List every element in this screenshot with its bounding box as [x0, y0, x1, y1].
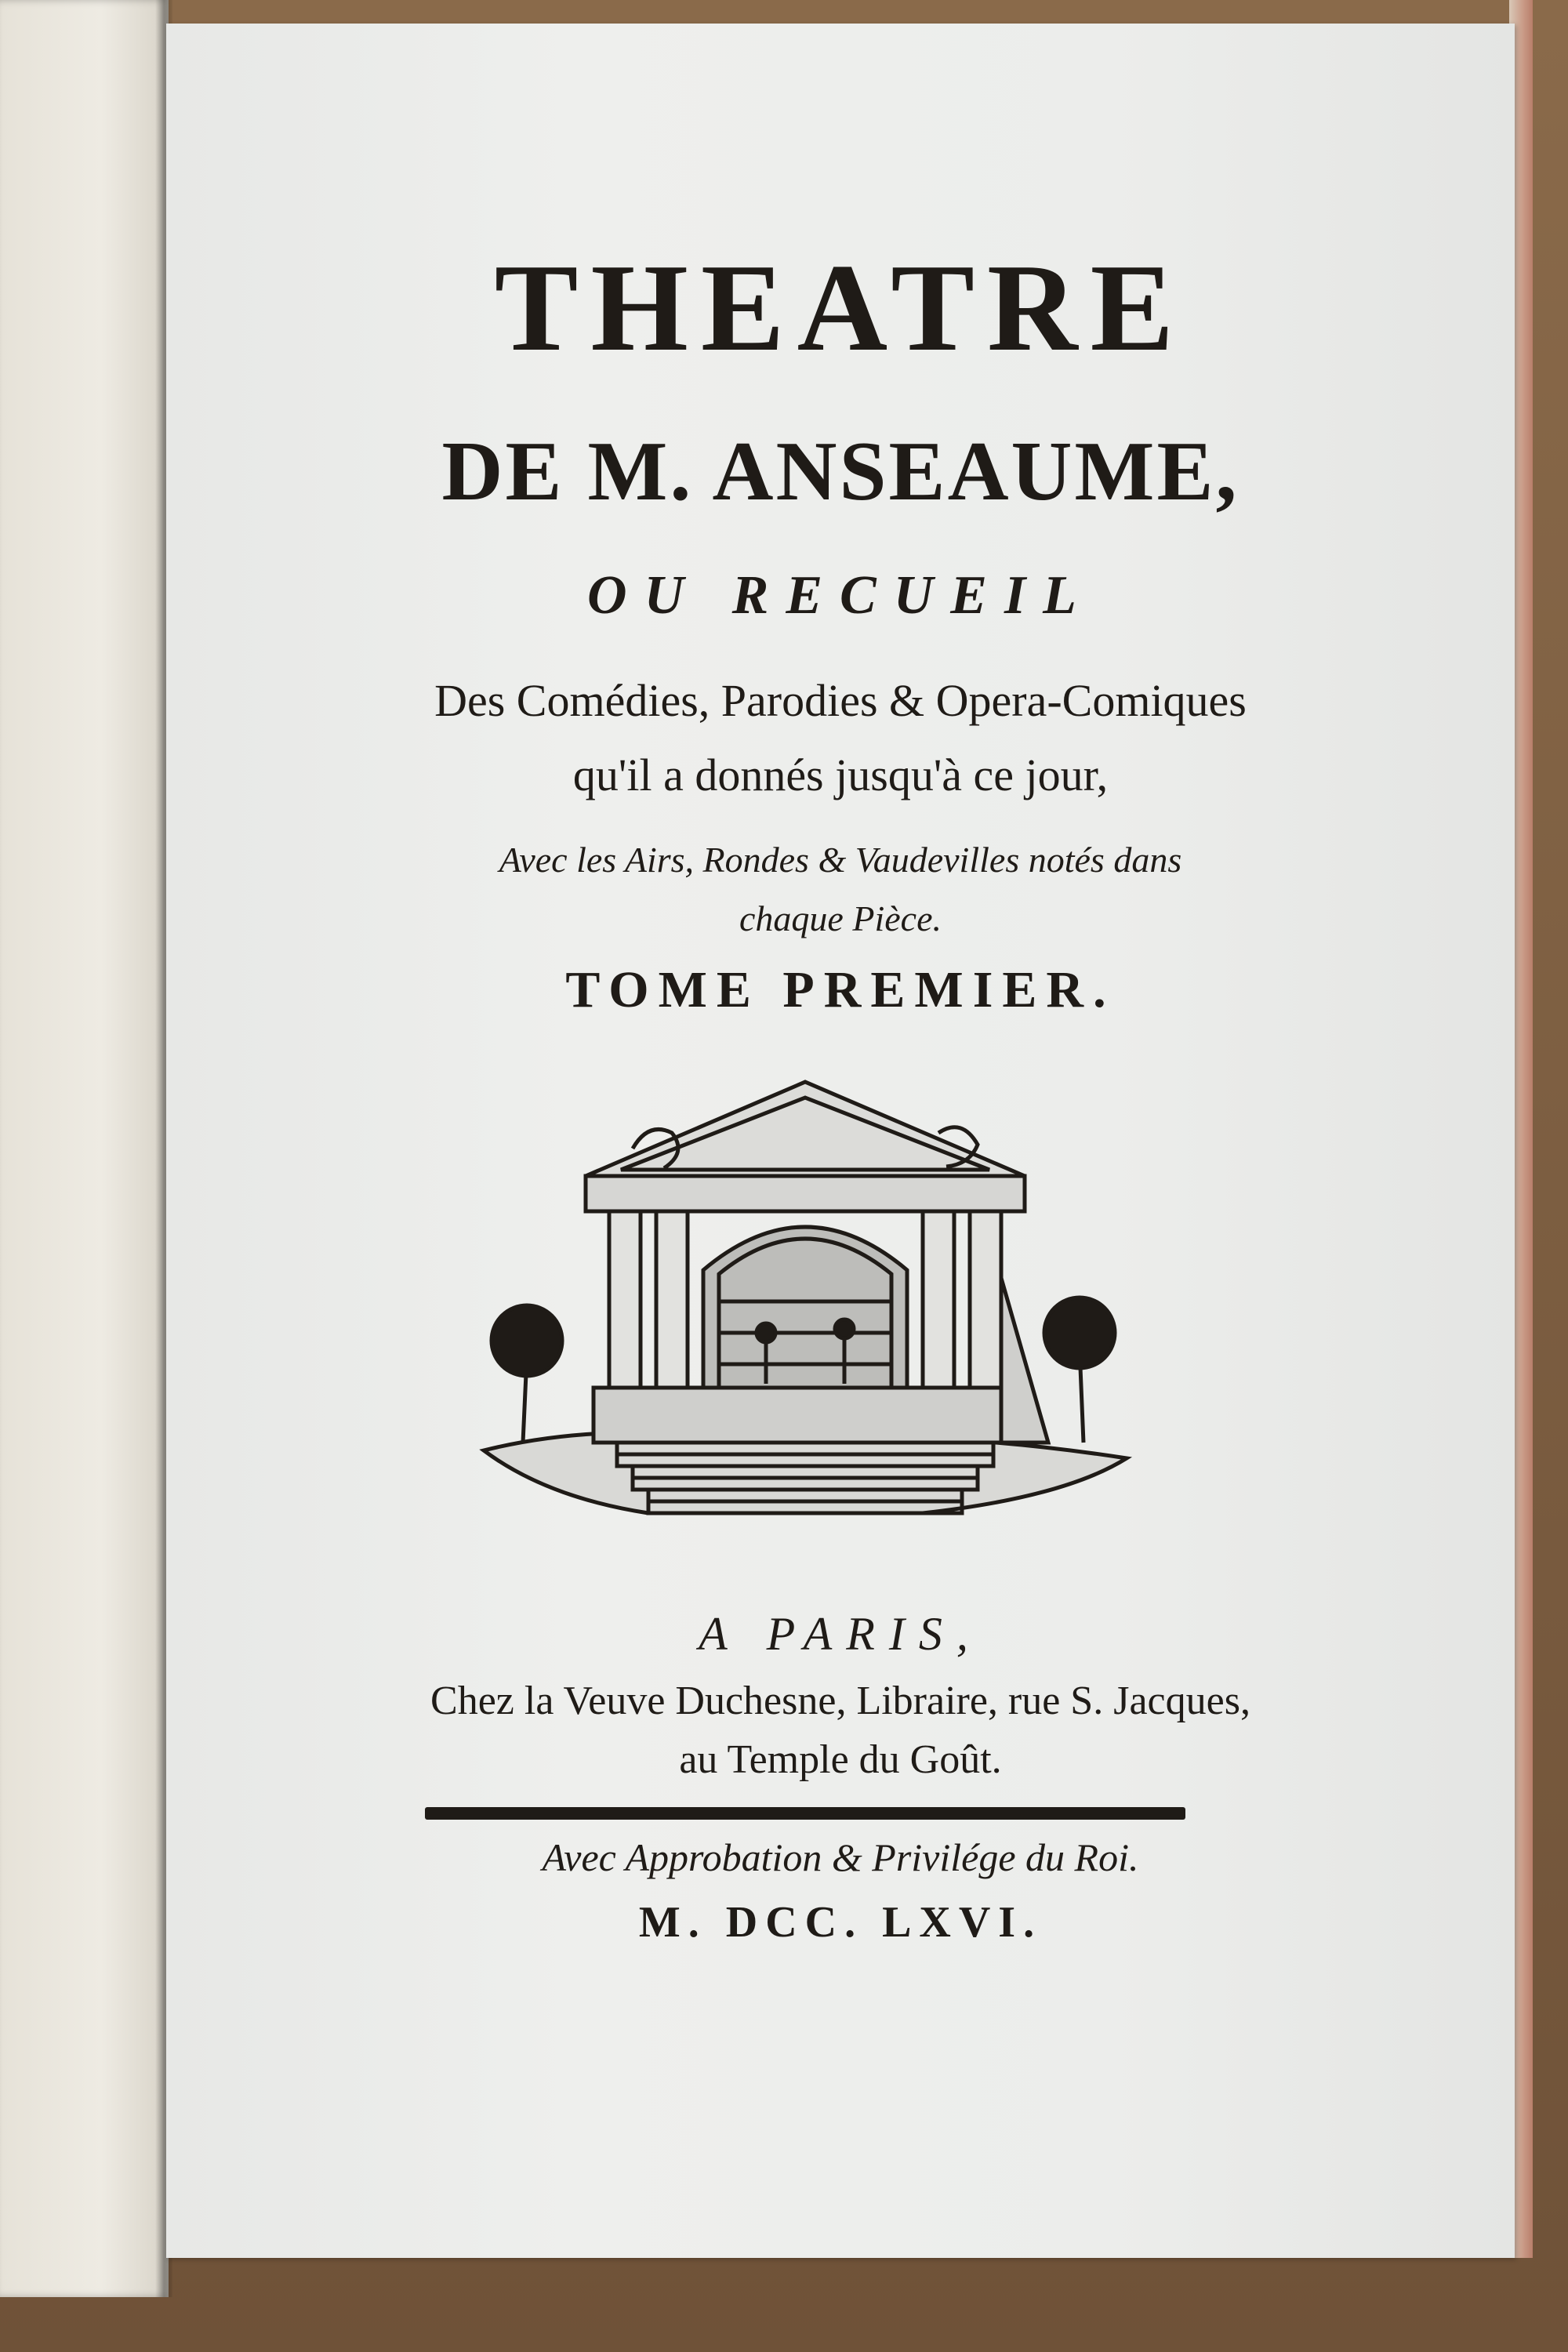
title-line-1: THEATRE: [494, 238, 1187, 377]
description-line-1: Des Comédies, Parodies & Opera-Comiques: [434, 675, 1247, 726]
publisher-line-1: Chez la Veuve Duchesne, Libraire, rue S. Jacques,: [430, 1679, 1250, 1723]
title-line-2: DE M. ANSEAUME,: [441, 425, 1240, 518]
horizontal-rule: [425, 1807, 1185, 1820]
place-line: A PARIS,: [699, 1608, 982, 1660]
privilege-line: Avec Approbation & Privilége du Roi.: [542, 1835, 1139, 1879]
imprint-year: M. DCC. LXVI.: [638, 1898, 1043, 1947]
note-line-2: chaque Pièce.: [739, 898, 942, 938]
publisher-line-2: au Temple du Goût.: [679, 1737, 1002, 1782]
subtitle: OU RECUEIL: [587, 565, 1094, 626]
temple-woodcut-illustration: [452, 1074, 1158, 1560]
description-line-2: qu'il a donnés jusqu'à ce jour,: [572, 750, 1109, 800]
title-page: [166, 24, 1515, 2258]
volume-label: TOME PREMIER.: [565, 961, 1116, 1018]
left-leaf: [0, 0, 169, 2297]
note-line-1: Avec les Airs, Rondes & Vaudevilles notés dans: [499, 840, 1182, 880]
